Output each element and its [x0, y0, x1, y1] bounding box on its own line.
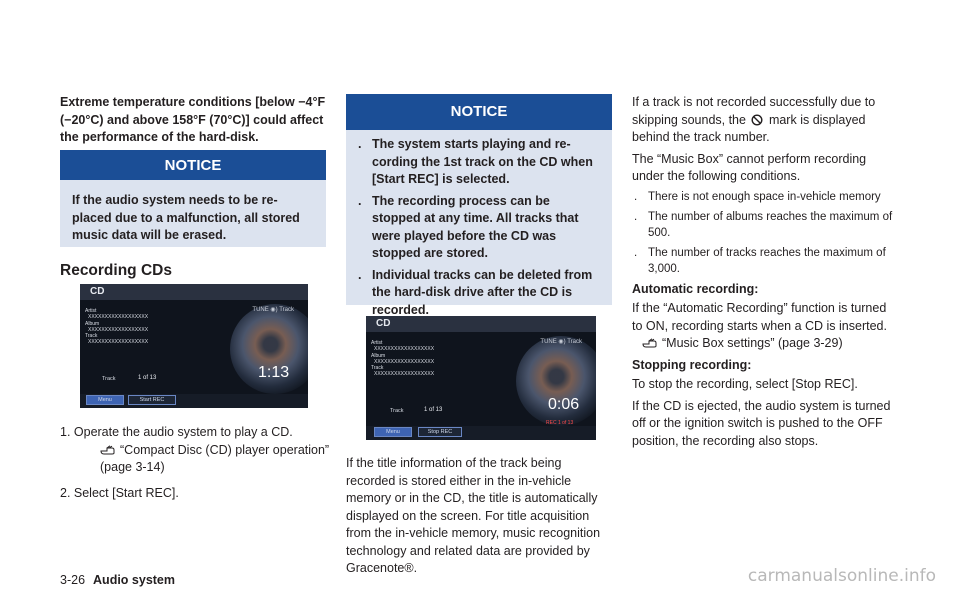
notice-items	[346, 136, 612, 319]
stop-recording-text-1: To stop the recording, select [Stop REC].	[632, 377, 858, 391]
skip-mark-text-b: mark is displayed behind the track number.	[632, 112, 866, 144]
notice-heading: NOTICE	[60, 150, 326, 180]
track-label: Track	[371, 365, 384, 372]
conditions-list	[632, 189, 900, 277]
tune-track-label: TUNE ◉) Track	[540, 339, 582, 345]
cd-screen-start-rec	[80, 284, 308, 408]
track-metadata	[371, 340, 434, 378]
elapsed-time: 1:13	[258, 364, 290, 381]
auto-recording-reference	[632, 335, 900, 353]
auto-recording-reference-text: “Music Box settings” (page 3-29)	[662, 336, 843, 350]
screen-title: CD	[376, 318, 391, 329]
notice-item: . Individual tracks can be deleted from the hard-disk drive after the CD is recorded.	[358, 267, 593, 317]
screen-title-bar	[80, 284, 308, 300]
skip-mark-paragraph	[632, 94, 900, 147]
tune-track-label: TUNE ◉) Track	[252, 307, 294, 313]
step-1-reference	[60, 442, 330, 477]
track-number: 1 of 13	[138, 375, 157, 381]
album-value: XXXXXXXXXXXXXXXXXX	[88, 326, 149, 333]
step-1: 1. Operate the audio system to play a CD.	[60, 425, 293, 439]
notice-box-recording	[346, 94, 612, 317]
artist-value: XXXXXXXXXXXXXXXXXX	[88, 314, 149, 321]
screen-title: CD	[90, 286, 105, 297]
notice-box-storage	[60, 150, 326, 247]
album-value: XXXXXXXXXXXXXXXXXX	[374, 358, 435, 365]
pointing-hand-reference-icon	[642, 338, 658, 348]
gracenote-paragraph: If the title information of the track being recorded is stored either in the in-vehicle memory or in the CD, the title is automatically displayed on the screen. For title acquisition from the in-vehicle memory, music recognition technology and related data are provided by Gracenote®.	[346, 456, 601, 575]
track-value: XXXXXXXXXXXXXXXXXX	[88, 339, 149, 346]
start-rec-button[interactable]: Start REC	[128, 395, 176, 405]
menu-button[interactable]: Menu	[374, 427, 412, 437]
skip-mark-text-a: If a track is not recorded successfully due to skipping sounds, the	[632, 95, 876, 127]
track-number: 1 of 13	[424, 407, 443, 413]
step-2: 2. Select [Start REC].	[60, 485, 179, 500]
condition-item: . The number of albums reaches the maximum of 500.	[634, 210, 893, 239]
step-1-reference-text: “Compact Disc (CD) player operation” (page 3-14)	[100, 442, 330, 474]
album-label: Album	[85, 320, 100, 327]
track-label: Track	[85, 333, 98, 340]
track-small-label: Track	[102, 376, 116, 382]
no-entry-mark-icon	[751, 114, 763, 126]
auto-recording-text: If the “Automatic Recording” function is turned to ON, recording starts when a CD is inserted.	[632, 301, 887, 333]
condition-item: . There is not enough space in-vehicle memory	[634, 190, 881, 203]
rec-indicator: REC 1 of 13	[546, 420, 574, 426]
conditions-intro: The “Music Box” cannot perform recording under the following conditions.	[632, 151, 867, 183]
watermark: carmanualsonline.info	[747, 566, 936, 586]
notice-item: . The system starts playing and re-cording the 1st track on the CD when [Start REC] is selected.	[358, 137, 593, 186]
album-label: Album	[371, 352, 386, 359]
footer-section-title: Audio system	[93, 573, 175, 587]
auto-recording-heading: Automatic recording:	[632, 281, 759, 296]
notice-heading-2: NOTICE	[346, 94, 612, 130]
page-footer	[60, 573, 175, 587]
artist-label: Artist	[85, 308, 97, 314]
stop-rec-button[interactable]: Stop REC	[418, 427, 462, 437]
notice-body: If the audio system needs to be re-placed due to a malfunction, all stored music data will be erased.	[72, 193, 300, 242]
stop-recording-text-2: If the CD is ejected, the audio system is turned off or the ignition switch is pushed to the OFF position, the recording also stops.	[632, 398, 891, 448]
elapsed-time: 0:06	[548, 396, 580, 413]
menu-button[interactable]: Menu	[86, 395, 124, 405]
stop-recording-heading: Stopping recording:	[632, 357, 752, 372]
temperature-warning: Extreme temperature conditions [below −4°F (−20°C) and above 158°F (70°C)] could affect the performance of the hard-disk.	[60, 95, 326, 144]
pointing-hand-reference-icon	[100, 445, 116, 455]
track-metadata	[85, 308, 148, 346]
track-value: XXXXXXXXXXXXXXXXXX	[374, 371, 435, 378]
section-title: Recording CDs	[60, 262, 172, 279]
notice-item: . The recording process can be stopped at any time. All tracks that were played before the CD was stopped are stored.	[358, 193, 579, 260]
cd-screen-stop-rec	[366, 316, 596, 440]
artist-value: XXXXXXXXXXXXXXXXXX	[374, 346, 435, 353]
artist-label: Artist	[371, 340, 383, 346]
screen-title-bar	[366, 316, 596, 332]
page-number: 3-26	[60, 573, 86, 587]
condition-item: . The number of tracks reaches the maximum of 3,000.	[634, 246, 886, 275]
column-3-text	[632, 94, 900, 450]
track-small-label: Track	[390, 408, 404, 414]
steps-list	[60, 424, 330, 502]
